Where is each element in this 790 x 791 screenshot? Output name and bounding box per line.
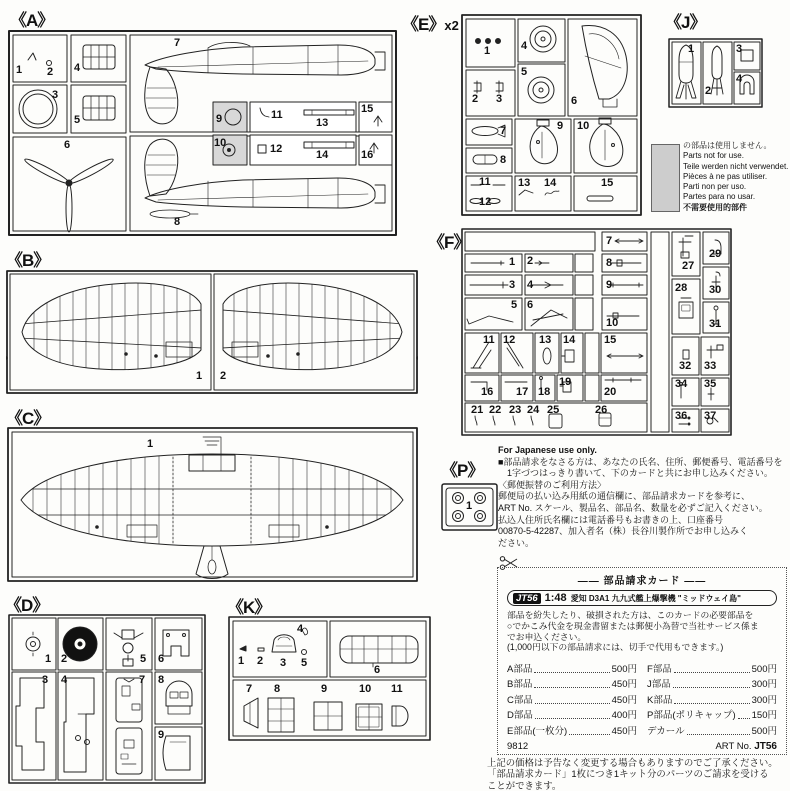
part-number-k3: 3 bbox=[280, 657, 287, 669]
part-number-f19: 19 bbox=[559, 376, 572, 388]
sprue-p-label: 《P》 bbox=[441, 461, 484, 480]
part-number-d8: 8 bbox=[158, 674, 165, 686]
not-for-use-line: Parts not for use. bbox=[683, 151, 744, 161]
part-number-k8: 8 bbox=[274, 683, 281, 695]
part-number-k9: 9 bbox=[321, 683, 328, 695]
sprue-j-label: 《J》 bbox=[665, 13, 706, 32]
ordering-info-line: 00870-5-42287、加入者名（株）長谷川製作所でお申し込みく bbox=[498, 526, 749, 537]
part-number-f15: 15 bbox=[604, 334, 617, 346]
part-number-f7: 7 bbox=[606, 235, 613, 247]
price-value: 450円 bbox=[611, 725, 637, 737]
part-number-d2: 2 bbox=[61, 653, 68, 665]
ordering-info bbox=[498, 445, 790, 549]
price-item: デカール bbox=[647, 725, 685, 737]
part-number-a6: 6 bbox=[64, 139, 71, 151]
part-number-f8: 8 bbox=[606, 257, 613, 269]
sprue-d-label: 《D》 bbox=[5, 596, 49, 615]
ordering-info-line: 払込人住所氏名欄には電話番号もお書きの上、口座番号 bbox=[498, 514, 724, 525]
ordering-info-line: ださい。 bbox=[498, 537, 535, 548]
part-number-j1: 1 bbox=[688, 43, 695, 55]
part-number-f33: 33 bbox=[704, 360, 717, 372]
part-number-e15: 15 bbox=[601, 177, 614, 189]
part-number-d3: 3 bbox=[42, 674, 49, 686]
part-number-e6: 6 bbox=[571, 95, 578, 107]
part-number-f25: 25 bbox=[547, 404, 560, 416]
part-number-f9: 9 bbox=[606, 279, 613, 291]
part-number-j3: 3 bbox=[736, 43, 743, 55]
part-number-a15: 15 bbox=[361, 103, 374, 115]
part-number-a16: 16 bbox=[361, 149, 374, 161]
price-disclaimer-line: ことができます。 bbox=[487, 779, 562, 791]
not-for-use-note bbox=[683, 141, 790, 213]
price-value: 300円 bbox=[751, 694, 777, 706]
part-number-a4: 4 bbox=[74, 62, 81, 74]
part-number-p1: 1 bbox=[466, 500, 473, 512]
card-footer bbox=[507, 741, 777, 752]
part-number-e13: 13 bbox=[518, 177, 531, 189]
price-value: 300円 bbox=[751, 679, 777, 691]
sprue-e-label: 《E》x2 bbox=[402, 15, 459, 34]
part-number-f31: 31 bbox=[709, 318, 722, 330]
price-row bbox=[507, 690, 777, 706]
sprue-k-drawing bbox=[228, 616, 431, 741]
part-number-a1: 1 bbox=[16, 64, 23, 76]
sprue-d-drawing bbox=[8, 614, 206, 784]
part-number-f1: 1 bbox=[509, 256, 516, 268]
kit-name: 愛知 D3A1 九九式艦上爆撃機 "ミッドウェイ島" bbox=[570, 593, 741, 603]
part-number-a2: 2 bbox=[47, 66, 54, 78]
price-value: 500円 bbox=[751, 663, 777, 675]
dotted-leader bbox=[569, 734, 609, 735]
part-number-d9: 9 bbox=[158, 729, 165, 741]
kit-number-badge: JT56 bbox=[513, 593, 541, 604]
part-number-a5: 5 bbox=[74, 114, 81, 126]
print-code: 9812 bbox=[507, 741, 529, 752]
price-item: P部品(ポリキャップ) bbox=[647, 710, 736, 722]
sprue-f-panel bbox=[461, 228, 732, 436]
part-number-k2: 2 bbox=[257, 655, 264, 667]
part-number-d4: 4 bbox=[61, 674, 68, 686]
part-number-f3: 3 bbox=[509, 279, 516, 291]
sprue-f-label: 《F》 bbox=[428, 233, 470, 252]
part-number-a9: 9 bbox=[216, 113, 223, 125]
parts-request-card bbox=[497, 567, 787, 755]
art-number: ART No. JT56 bbox=[715, 741, 777, 752]
part-number-f21: 21 bbox=[471, 404, 484, 416]
price-item: D部品 bbox=[507, 710, 533, 722]
price-list bbox=[507, 659, 777, 737]
price-value: 150円 bbox=[751, 710, 777, 722]
part-number-f11: 11 bbox=[483, 334, 495, 346]
price-disclaimer bbox=[487, 757, 787, 791]
part-number-a14: 14 bbox=[316, 149, 329, 161]
sprue-k-panel bbox=[228, 616, 431, 741]
part-number-j2: 2 bbox=[705, 85, 712, 97]
part-number-f35: 35 bbox=[704, 378, 717, 390]
price-item: C部品 bbox=[507, 694, 533, 706]
sprue-e-panel bbox=[461, 14, 642, 216]
card-body-line: 部品を紛失したり、破損された方は、このカードの必要部品を bbox=[507, 610, 754, 620]
not-for-use-line: 不需要使用的部件 bbox=[683, 202, 747, 212]
sprue-a-label: 《A》 bbox=[10, 11, 54, 30]
ordering-info-line: 〈郵便振替のご利用方法〉 bbox=[498, 479, 607, 490]
part-number-k6: 6 bbox=[374, 664, 381, 676]
card-body-line: (1,000円以下の部品請求には、切手で代用もできます。) bbox=[507, 642, 724, 653]
part-number-k10: 10 bbox=[359, 683, 372, 695]
part-number-f18: 18 bbox=[538, 386, 551, 398]
part-number-a7: 7 bbox=[174, 37, 181, 49]
part-number-f10: 10 bbox=[606, 317, 619, 329]
ordering-info-line: 1字づつはっきり書いて、下のカードと共にお申し込みください。 bbox=[498, 468, 773, 479]
dotted-leader bbox=[673, 687, 750, 688]
sprue-a-drawing bbox=[8, 30, 397, 236]
price-disclaimer-line: 上記の価格は予告なく変更する場合もありますのでご了承ください。 bbox=[487, 757, 778, 768]
part-number-e11: 11 bbox=[479, 176, 491, 188]
part-number-e1: 1 bbox=[484, 45, 491, 57]
part-number-e14: 14 bbox=[544, 177, 557, 189]
part-number-d5: 5 bbox=[140, 653, 147, 665]
part-number-e7: 7 bbox=[500, 125, 507, 137]
sprue-p-panel bbox=[441, 483, 498, 531]
dotted-leader bbox=[674, 672, 750, 673]
price-value: 450円 bbox=[611, 679, 637, 691]
price-value: 450円 bbox=[611, 694, 637, 706]
price-item: K部品 bbox=[647, 694, 673, 706]
sprue-k-label: 《K》 bbox=[227, 598, 271, 617]
part-number-b1: 1 bbox=[196, 370, 203, 382]
not-for-use-line: Parti non per uso. bbox=[683, 182, 747, 192]
price-value: 500円 bbox=[751, 725, 777, 737]
part-number-e4: 4 bbox=[521, 40, 528, 52]
part-number-f5: 5 bbox=[511, 299, 518, 311]
part-number-f4: 4 bbox=[527, 279, 534, 291]
dotted-leader bbox=[687, 734, 750, 735]
not-for-use-line: Partes para no usar. bbox=[683, 192, 756, 202]
part-number-f27: 27 bbox=[682, 260, 695, 272]
part-number-k5: 5 bbox=[301, 657, 308, 669]
sprue-c-label: 《C》 bbox=[6, 409, 50, 428]
card-body-line: でお申込ください。 bbox=[507, 631, 587, 642]
price-item: B部品 bbox=[507, 679, 533, 691]
sprue-d-panel bbox=[8, 614, 206, 784]
part-number-f37: 37 bbox=[704, 410, 717, 422]
part-number-f6: 6 bbox=[527, 299, 534, 311]
price-row bbox=[507, 659, 777, 675]
dotted-leader bbox=[738, 718, 750, 719]
part-number-f29: 29 bbox=[709, 248, 722, 260]
part-number-f13: 13 bbox=[539, 334, 552, 346]
part-number-f23: 23 bbox=[509, 404, 522, 416]
part-number-k11: 11 bbox=[391, 683, 403, 695]
part-number-e3: 3 bbox=[496, 93, 503, 105]
price-value: 400円 bbox=[611, 710, 637, 722]
price-disclaimer-line: 「部品請求カード」1枚につき1キット分のパーツのご請求を受ける bbox=[487, 768, 769, 780]
part-number-d6: 6 bbox=[158, 653, 165, 665]
price-item: J部品 bbox=[647, 679, 671, 691]
part-number-e5: 5 bbox=[521, 66, 528, 78]
kit-badge bbox=[507, 590, 777, 606]
part-number-a13: 13 bbox=[316, 117, 329, 129]
part-number-f2: 2 bbox=[527, 255, 534, 267]
part-number-a3: 3 bbox=[52, 89, 59, 101]
part-number-f34: 34 bbox=[675, 378, 688, 390]
part-number-f14: 14 bbox=[563, 334, 576, 346]
sprue-j-drawing bbox=[668, 38, 763, 108]
part-number-e9: 9 bbox=[557, 120, 564, 132]
sprue-a-panel bbox=[8, 30, 397, 236]
dotted-leader bbox=[534, 672, 609, 673]
ordering-info-line: ■部品請求をなさる方は、あなたの氏名、住所、郵便番号、電話番号を bbox=[498, 456, 783, 467]
dotted-leader bbox=[535, 703, 610, 704]
part-number-b2: 2 bbox=[220, 370, 227, 382]
part-number-a8: 8 bbox=[174, 216, 181, 228]
price-item: E部品(一枚分) bbox=[507, 725, 568, 737]
sprue-b-label: 《B》 bbox=[6, 251, 50, 270]
part-number-f24: 24 bbox=[527, 404, 540, 416]
part-number-f28: 28 bbox=[675, 282, 688, 294]
part-number-f20: 20 bbox=[604, 386, 617, 398]
ordering-info-heading: For Japanese use only. bbox=[498, 445, 597, 455]
part-number-f16: 16 bbox=[481, 386, 494, 398]
part-number-f22: 22 bbox=[489, 404, 502, 416]
sprue-j-panel bbox=[668, 38, 763, 108]
card-title: ―― 部品請求カード ―― bbox=[577, 576, 707, 587]
price-item: F部品 bbox=[647, 663, 672, 675]
not-for-use-line: Pièces à ne pas utiliser. bbox=[683, 171, 768, 181]
card-body bbox=[507, 610, 777, 653]
part-number-f30: 30 bbox=[709, 284, 722, 296]
not-for-use-swatch bbox=[651, 144, 680, 212]
part-number-k7: 7 bbox=[246, 683, 253, 695]
kit-scale: 1:48 bbox=[544, 592, 567, 604]
part-number-e8: 8 bbox=[500, 154, 507, 166]
part-number-k4: 4 bbox=[297, 623, 304, 635]
not-for-use-line: Teile werden nicht verwendet. bbox=[683, 161, 789, 171]
part-number-f36: 36 bbox=[675, 410, 688, 422]
sprue-c-panel bbox=[7, 427, 418, 582]
part-number-f26: 26 bbox=[595, 404, 608, 416]
not-for-use-line: の部品は使用しません。 bbox=[683, 141, 772, 150]
price-value: 500円 bbox=[611, 663, 637, 675]
dotted-leader bbox=[535, 718, 610, 719]
part-number-e10: 10 bbox=[577, 120, 590, 132]
price-row bbox=[507, 706, 777, 722]
ordering-info-line: ART No. スケール、製品名、部品名、数量を必ずご記入ください。 bbox=[498, 502, 768, 513]
sprue-e-multiplier: x2 bbox=[444, 18, 459, 33]
dotted-leader bbox=[534, 687, 609, 688]
sprue-b-panel bbox=[6, 270, 418, 394]
part-number-a10: 10 bbox=[214, 137, 227, 149]
part-number-c1: 1 bbox=[147, 438, 154, 450]
sprue-b-drawing bbox=[6, 270, 418, 394]
part-number-a11: 11 bbox=[271, 109, 283, 121]
part-number-e12: 12 bbox=[479, 196, 492, 208]
part-number-f12: 12 bbox=[503, 334, 516, 346]
dotted-leader bbox=[674, 703, 749, 704]
part-number-a12: 12 bbox=[270, 143, 283, 155]
part-number-f32: 32 bbox=[679, 360, 692, 372]
price-row bbox=[507, 721, 777, 737]
part-number-f17: 17 bbox=[516, 386, 529, 398]
sprue-c-drawing bbox=[7, 427, 418, 582]
price-row bbox=[507, 675, 777, 691]
part-number-d7: 7 bbox=[139, 674, 146, 686]
price-item: A部品 bbox=[507, 663, 533, 675]
ordering-info-line: 郵便局の払い込み用紙の通信欄に、部品請求カードを参考に、 bbox=[498, 491, 751, 502]
part-number-d1: 1 bbox=[45, 653, 52, 665]
part-number-e2: 2 bbox=[472, 93, 479, 105]
part-number-k1: 1 bbox=[238, 655, 245, 667]
card-body-line: ○でかこみ代金を現金書留または郵便小為替で当社サービス係ま bbox=[507, 620, 759, 631]
part-number-j4: 4 bbox=[736, 73, 743, 85]
